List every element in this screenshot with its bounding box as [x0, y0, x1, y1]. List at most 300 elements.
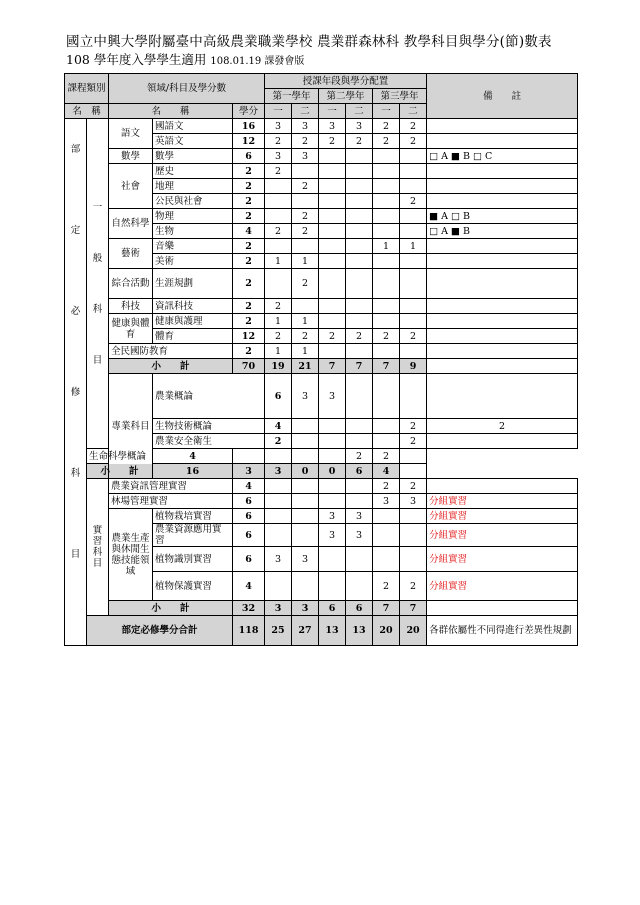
sem-cell: 3 — [292, 149, 319, 164]
sem-cell: 2 — [400, 119, 427, 134]
sem-cell: 3 — [400, 494, 427, 509]
sem-cell — [346, 419, 373, 434]
subject-name: 歷史 — [153, 164, 233, 179]
sem-cell — [346, 374, 373, 419]
subject-credits: 4 — [233, 572, 265, 601]
sem-cell: 3 — [319, 374, 346, 419]
remark-cell: 分組實習 — [427, 572, 578, 601]
subtitle-text: 108 學年度入學學生適用 — [66, 52, 207, 67]
domain-health-pe: 健康與體育 — [109, 314, 153, 344]
sem-cell: 3 — [346, 119, 373, 134]
sem-cell — [292, 479, 319, 494]
sem-cell: 2 — [292, 209, 319, 224]
category-general-column — [87, 119, 109, 449]
sem-cell: 3 — [292, 547, 319, 572]
subject-name: 生物技術概論 — [153, 419, 265, 434]
sem-cell: 2 — [400, 479, 427, 494]
sem-cell: 2 — [427, 419, 578, 434]
sem-cell: 2 — [319, 134, 346, 149]
sem-cell: 1 — [265, 344, 292, 359]
subtotal-cell: 6 — [346, 601, 373, 616]
sem-cell — [265, 479, 292, 494]
sem-cell — [265, 239, 292, 254]
sem-cell — [292, 509, 319, 524]
sem-cell: 2 — [265, 329, 292, 344]
sem-cell — [319, 149, 346, 164]
sem-cell — [373, 547, 400, 572]
label-general-4: 目 — [92, 354, 103, 366]
subject-name: 地理 — [153, 179, 233, 194]
sem-cell — [346, 224, 373, 239]
subtitle-note: 108.01.19 課發會版 — [210, 56, 305, 67]
label-bi: 必 — [70, 306, 81, 317]
sem-cell — [292, 194, 319, 209]
sem-cell — [319, 179, 346, 194]
header-sem: 二 — [400, 104, 427, 119]
domain-technology: 科技 — [109, 299, 153, 314]
header-sem: 一 — [319, 104, 346, 119]
label-bu: 部 — [70, 144, 81, 155]
sem-cell — [346, 239, 373, 254]
remark-cell — [427, 329, 578, 344]
remark-cell — [427, 344, 578, 359]
subject-name: 物理 — [153, 209, 233, 224]
sem-cell: 3 — [319, 119, 346, 134]
sem-cell: 2 — [373, 572, 400, 601]
sem-cell — [265, 494, 292, 509]
remark-cell: ■ A □ B — [427, 209, 578, 224]
header-year3: 第三學年 — [373, 89, 427, 104]
total-cell: 20 — [373, 616, 400, 646]
remark-cell: □ A ■ B □ C — [427, 149, 578, 164]
professional-subtotal-label: 小 計 — [87, 464, 153, 479]
sem-cell — [373, 509, 400, 524]
sem-cell — [292, 299, 319, 314]
sem-cell — [346, 434, 373, 449]
subject-credits: 16 — [233, 119, 265, 134]
subtotal-cell: 3 — [265, 601, 292, 616]
sem-cell — [346, 194, 373, 209]
curriculum-table — [64, 73, 578, 646]
sem-cell — [319, 164, 346, 179]
category-required-column — [65, 119, 87, 646]
sem-cell: 2 — [373, 449, 400, 464]
subject-name: 農業資訊管理實習 — [109, 479, 233, 494]
sem-cell — [373, 224, 400, 239]
sem-cell — [373, 149, 400, 164]
document-subtitle — [66, 50, 304, 68]
subtotal-cell: 3 — [292, 601, 319, 616]
sem-cell — [373, 179, 400, 194]
sem-cell — [373, 209, 400, 224]
label-general-2: 般 — [92, 252, 103, 264]
sem-cell: 3 — [265, 119, 292, 134]
total-cell: 13 — [346, 616, 373, 646]
sem-cell — [292, 434, 319, 449]
sem-cell — [373, 269, 400, 299]
remark-cell — [400, 449, 427, 464]
sem-cell: 2 — [265, 134, 292, 149]
subject-credits: 4 — [233, 479, 265, 494]
sem-cell: 3 — [346, 509, 373, 524]
general-subtotal-label: 小 計 — [109, 359, 233, 374]
sem-cell — [373, 374, 400, 419]
domain-arts: 藝術 — [109, 239, 153, 269]
header-year1: 第一學年 — [265, 89, 319, 104]
sem-cell — [292, 239, 319, 254]
sem-cell: 2 — [373, 329, 400, 344]
subject-name: 國語文 — [153, 119, 233, 134]
subject-credits: 6 — [233, 149, 265, 164]
sem-cell — [319, 547, 346, 572]
label-ding: 定 — [70, 225, 81, 236]
sem-cell: 2 — [346, 449, 373, 464]
subject-name: 美術 — [153, 254, 233, 269]
subject-name: 農業資源應用實習 — [153, 524, 233, 547]
sem-cell — [292, 419, 319, 434]
label-xiu: 修 — [70, 387, 81, 398]
sem-cell — [400, 314, 427, 329]
subject-name: 生物 — [153, 224, 233, 239]
subject-name: 資訊科技 — [153, 299, 233, 314]
sem-cell — [373, 419, 400, 434]
subtotal-cell: 7 — [346, 359, 373, 374]
sem-cell: 2 — [373, 479, 400, 494]
subtotal-cell: 3 — [233, 464, 265, 479]
sem-cell — [400, 344, 427, 359]
sem-cell — [373, 524, 400, 547]
sem-cell — [346, 494, 373, 509]
domain-integrated-activities: 綜合活動 — [109, 269, 153, 299]
header-sem: 二 — [346, 104, 373, 119]
remark-cell — [427, 134, 578, 149]
remark-cell — [427, 194, 578, 209]
header-allocation: 授課年段與學分配置 — [265, 74, 427, 89]
label-general-3: 科 — [92, 303, 103, 315]
total-cell: 25 — [265, 616, 292, 646]
sem-cell: 2 — [319, 329, 346, 344]
sem-cell — [319, 314, 346, 329]
subtotal-cell: 6 — [346, 464, 373, 479]
header-domain-subjects: 領域/科目及學分數 — [109, 74, 265, 104]
sem-cell — [319, 419, 346, 434]
sem-cell: 3 — [292, 119, 319, 134]
remark-cell — [427, 479, 578, 494]
label-general-1: 一 — [92, 201, 103, 213]
sem-cell: 3 — [346, 524, 373, 547]
remark-cell: 分組實習 — [427, 547, 578, 572]
sem-cell: 1 — [400, 239, 427, 254]
sem-cell: 2 — [400, 419, 427, 434]
sem-cell — [400, 509, 427, 524]
subject-credits: 2 — [233, 344, 265, 359]
sem-cell — [346, 179, 373, 194]
subtotal-cell: 0 — [292, 464, 319, 479]
sem-cell: 2 — [346, 134, 373, 149]
sem-cell: 2 — [265, 224, 292, 239]
total-label: 部定必修學分合計 — [87, 616, 233, 646]
header-category: 課程類別 — [65, 74, 109, 104]
sem-cell — [400, 254, 427, 269]
sem-cell — [400, 179, 427, 194]
sem-cell: 3 — [319, 509, 346, 524]
sem-cell — [292, 164, 319, 179]
total-cell: 20 — [400, 616, 427, 646]
subject-name: 農業安全衛生 — [153, 434, 265, 449]
subtotal-cell: 4 — [373, 464, 400, 479]
subject-name: 全民國防教育 — [109, 344, 233, 359]
sem-cell — [400, 164, 427, 179]
subject-credits: 2 — [233, 194, 265, 209]
sem-cell: 2 — [292, 134, 319, 149]
header-col-name: 名 稱 — [65, 104, 109, 119]
subject-credits: 6 — [233, 547, 265, 572]
remark-cell — [427, 119, 578, 134]
subtotal-cell: 19 — [265, 359, 292, 374]
sem-cell: 3 — [292, 374, 319, 419]
remark-cell — [427, 359, 578, 374]
category-professional: 專業科目 — [109, 374, 153, 479]
sem-cell — [265, 194, 292, 209]
sem-cell — [319, 269, 346, 299]
sem-cell — [233, 449, 265, 464]
remark-cell: 分組實習 — [427, 509, 578, 524]
sem-cell — [373, 434, 400, 449]
sem-cell — [319, 194, 346, 209]
subject-name: 植物栽培實習 — [153, 509, 233, 524]
sem-cell — [346, 314, 373, 329]
sem-cell: 1 — [265, 314, 292, 329]
remark-cell — [427, 239, 578, 254]
label-ke: 科 — [70, 468, 81, 479]
domain-social: 社會 — [109, 164, 153, 209]
remark-cell — [427, 164, 578, 179]
subtotal-cell: 3 — [265, 464, 292, 479]
subject-credits: 2 — [233, 164, 265, 179]
sem-cell: 3 — [265, 547, 292, 572]
subject-name: 生命科學概論 — [87, 449, 153, 464]
sem-cell: 2 — [292, 224, 319, 239]
sem-cell: 3 — [373, 494, 400, 509]
sem-cell — [346, 164, 373, 179]
sem-cell — [265, 449, 292, 464]
sem-cell — [346, 479, 373, 494]
sem-cell: 2 — [400, 194, 427, 209]
domain-natural-science: 自然科學 — [109, 209, 153, 239]
subject-credits: 6 — [233, 524, 265, 547]
sem-cell: 2 — [400, 134, 427, 149]
subject-credits: 6 — [265, 374, 292, 419]
sem-cell: 3 — [319, 524, 346, 547]
remark-cell — [427, 601, 578, 616]
remark-cell — [427, 254, 578, 269]
sem-cell — [319, 254, 346, 269]
subtotal-cell: 6 — [319, 601, 346, 616]
sem-cell — [319, 239, 346, 254]
subject-name: 農業概論 — [153, 374, 265, 419]
sem-cell — [346, 209, 373, 224]
sem-cell — [427, 434, 578, 449]
sem-cell — [319, 449, 346, 464]
sem-cell — [400, 299, 427, 314]
header-sem: 二 — [292, 104, 319, 119]
sem-cell — [373, 194, 400, 209]
header-remarks: 備 註 — [427, 74, 578, 119]
subject-credits: 4 — [233, 224, 265, 239]
subject-credits: 2 — [233, 179, 265, 194]
label-mu: 目 — [70, 549, 81, 560]
total-cell: 13 — [319, 616, 346, 646]
subtotal-cell: 7 — [373, 601, 400, 616]
subject-credits: 2 — [233, 299, 265, 314]
subject-credits: 2 — [265, 434, 292, 449]
sem-cell: 2 — [292, 329, 319, 344]
header-col-name2: 名 稱 — [109, 104, 233, 119]
remark-cell: 分組實習 — [427, 524, 578, 547]
sem-cell: 1 — [292, 344, 319, 359]
subject-credits: 12 — [233, 329, 265, 344]
subject-credits: 2 — [233, 254, 265, 269]
sem-cell — [265, 209, 292, 224]
subject-name: 音樂 — [153, 239, 233, 254]
subject-credits: 2 — [233, 314, 265, 329]
sem-cell — [319, 572, 346, 601]
subject-name: 健康與護理 — [153, 314, 233, 329]
sem-cell — [265, 524, 292, 547]
sem-cell — [427, 374, 578, 419]
sem-cell — [346, 547, 373, 572]
sem-cell — [319, 434, 346, 449]
remark-cell — [427, 269, 578, 299]
subject-credits: 4 — [153, 449, 233, 464]
sem-cell — [265, 179, 292, 194]
sem-cell — [346, 572, 373, 601]
practical-subtotal-credits: 32 — [233, 601, 265, 616]
sem-cell — [265, 572, 292, 601]
subject-credits: 6 — [233, 509, 265, 524]
total-credits: 118 — [233, 616, 265, 646]
subject-credits: 12 — [233, 134, 265, 149]
sem-cell — [319, 494, 346, 509]
remark-cell — [400, 464, 427, 479]
subject-name: 林場管理實習 — [109, 494, 233, 509]
total-remark: 各群依屬性不同得進行差異性規劃 — [427, 616, 578, 646]
subject-name: 植物保護實習 — [153, 572, 233, 601]
domain-math: 數學 — [109, 149, 153, 164]
sem-cell — [265, 269, 292, 299]
domain-agri-leisure: 農業生產與休閒生態技能領域 — [109, 509, 153, 601]
sem-cell — [319, 224, 346, 239]
subtotal-cell: 0 — [319, 464, 346, 479]
sem-cell: 2 — [346, 329, 373, 344]
sem-cell — [346, 269, 373, 299]
sem-cell — [346, 299, 373, 314]
sem-cell: 2 — [265, 299, 292, 314]
sem-cell: 2 — [265, 164, 292, 179]
sem-cell — [400, 374, 427, 419]
total-cell: 27 — [292, 616, 319, 646]
sem-cell — [400, 209, 427, 224]
header-sem: 一 — [373, 104, 400, 119]
subject-credits: 2 — [233, 239, 265, 254]
subject-credits: 4 — [265, 419, 292, 434]
sem-cell — [292, 572, 319, 601]
subtotal-cell: 9 — [400, 359, 427, 374]
subtotal-cell: 7 — [373, 359, 400, 374]
subject-name: 數學 — [153, 149, 233, 164]
sem-cell — [292, 449, 319, 464]
remark-cell — [427, 299, 578, 314]
sem-cell — [319, 479, 346, 494]
sem-cell: 1 — [265, 254, 292, 269]
sem-cell — [400, 547, 427, 572]
sem-cell — [373, 314, 400, 329]
sem-cell: 2 — [400, 572, 427, 601]
remark-cell — [427, 179, 578, 194]
sem-cell — [319, 344, 346, 359]
sem-cell: 3 — [265, 149, 292, 164]
sem-cell: 2 — [292, 269, 319, 299]
subject-credits: 2 — [233, 269, 265, 299]
subject-credits: 6 — [233, 494, 265, 509]
sem-cell — [373, 344, 400, 359]
subtotal-cell: 21 — [292, 359, 319, 374]
sem-cell: 1 — [373, 239, 400, 254]
remark-cell: 分組實習 — [427, 494, 578, 509]
domain-yuwen: 語文 — [109, 119, 153, 149]
sem-cell — [373, 299, 400, 314]
sem-cell: 1 — [292, 254, 319, 269]
sem-cell — [346, 254, 373, 269]
sem-cell — [292, 524, 319, 547]
subject-name: 體育 — [153, 329, 233, 344]
sem-cell — [400, 524, 427, 547]
professional-subtotal-credits: 16 — [153, 464, 233, 479]
sem-cell — [400, 224, 427, 239]
sem-cell — [292, 494, 319, 509]
sem-cell: 2 — [292, 179, 319, 194]
sem-cell: 2 — [373, 134, 400, 149]
sem-cell — [319, 209, 346, 224]
subject-credits: 2 — [233, 209, 265, 224]
sem-cell: 2 — [400, 329, 427, 344]
sem-cell — [373, 254, 400, 269]
sem-cell — [346, 149, 373, 164]
subtotal-cell: 7 — [319, 359, 346, 374]
subject-name: 植物識別實習 — [153, 547, 233, 572]
subject-name: 英語文 — [153, 134, 233, 149]
remark-cell: □ A ■ B — [427, 224, 578, 239]
general-subtotal-credits: 70 — [233, 359, 265, 374]
sem-cell — [265, 509, 292, 524]
subtotal-cell: 7 — [400, 601, 427, 616]
sem-cell: 2 — [400, 434, 427, 449]
header-year2: 第二學年 — [319, 89, 373, 104]
sem-cell — [400, 149, 427, 164]
header-credits: 學分 — [233, 104, 265, 119]
sem-cell — [319, 299, 346, 314]
sem-cell: 1 — [292, 314, 319, 329]
sem-cell — [400, 269, 427, 299]
remark-cell — [427, 314, 578, 329]
sem-cell — [373, 164, 400, 179]
sem-cell — [346, 344, 373, 359]
sem-cell: 2 — [373, 119, 400, 134]
category-practical: 實習科目 — [87, 479, 109, 616]
subject-name: 生涯規劃 — [153, 269, 233, 299]
practical-subtotal-label: 小 計 — [109, 601, 233, 616]
document-title: 國立中興大學附屬臺中高級農業職業學校 農業群森林科 教學科目與學分(節)數表 — [66, 34, 552, 50]
